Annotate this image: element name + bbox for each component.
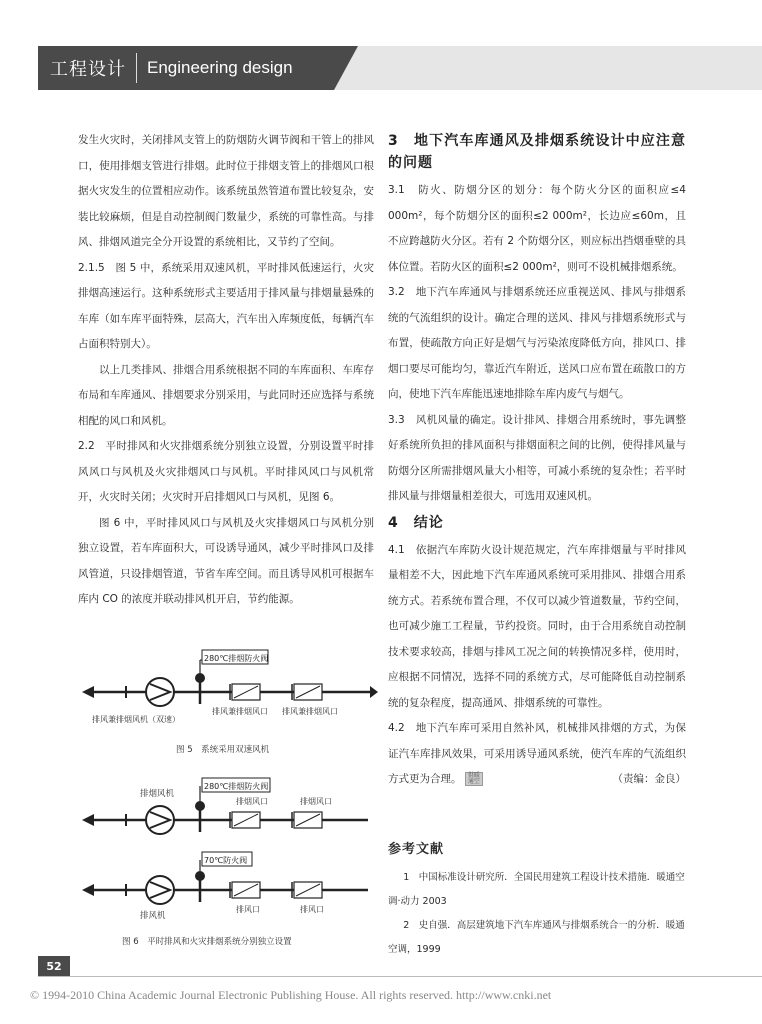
figure-6-diagram [78,776,378,952]
fig6-bottom-outlet-arrow [82,884,94,896]
fig6-top-fan-icon [146,806,174,834]
left-paragraph-1: 发生火灾时，关闭排风支管上的防烟防火调节阀和干管上的排风口，使用排烟支管进行排烟。此时位于排烟支管上的排烟风口根据火灾发生的位置相应动作。该系统虽然管道布置比较复杂，安装比较麻烦，但是自动控制阀门数量少，系统的可靠性高。与排风、排烟风道完全分开设置的系统相比，又节约了空间。 [78,134,374,248]
section-4-heading: 4 结论 [388,514,444,531]
fig6-bottom-vent-1-label: 排风口 [236,905,260,914]
fig5-vent-2-icon [292,684,322,700]
fig6-bottom-vent-2-icon [292,882,322,898]
left-paragraph-4: 2.2 平时排风和火灾排烟系统分别独立设置，分别设置平时排风风口与风机及火灾排烟风口与风机。平时排风风口与风机常开，火灾时关闭；火灾时开启排烟风口与风机，见图 6。 [78,440,374,503]
fig6-bottom-damper-label: 70℃防火阀 [204,856,248,865]
fig5-vent-1-icon [230,684,260,700]
right-paragraph-3-1: 3.1 防火、防烟分区的划分：每个防火分区的面积应≤4 000m²，每个防烟分区的面积≤2 000m²，长边应≤60m，且不应跨越防火分区。若有 2 个防烟分区，则应标出挡烟垂壁的具体位置。若防火区的面积≤2 000m²，则可不设机械排烟系统。 [388,184,686,273]
fig6-bottom-vent-2-label: 排风口 [300,905,324,914]
fig5-fan-icon [146,678,174,706]
right-column [388,128,686,793]
journal-stamp: 供暖通空 [465,772,483,786]
right-paragraph-3-3: 3.3 风机风量的确定。设计排风、排烟合用系统时，事先调整好系统所负担的排风面积与排烟面积之间的比例，使得排风量与防烟分区所需排烟风量大小相等，可减小系统的复杂性；若平时排风量与排烟量相差很大，可选用双速风机。 [388,413,686,502]
right-paragraph-4-2-text: 4.2 地下汽车库可采用自然补风，机械排风排烟的方式，为保证汽车库排风效果，可采用诱导通风系统，使汽车库的气流组织方式更为合理。 [388,722,686,785]
fig6-top-vent-2-label: 排烟风口 [300,797,332,806]
page-number: 52 [38,956,70,976]
fig6-top-damper-icon [195,786,205,832]
right-paragraph-4-1: 4.1 依据汽车库防火设计规范规定，汽车库排烟量与平时排风量相差不大，因此地下汽车库通风系统可采用排风、排烟合用系统方式。若系统布置合理，不仅可以减少管道数量，节约空间，也可减少施工工程量，节约投资。同时，由于合用系统自动控制技术要求较高，排烟与排风工况之间的转换情况多样，使用时，应根据不同情况，选择不同的系统方式，尽可能降低自动控制系统的复杂程度，提高通风、排烟系统的可靠性。 [388,543,686,709]
fig6-top-vent-1-icon [230,812,260,828]
section-3-heading: 3 地下汽车库通风及排烟系统设计中应注意的问题 [388,133,686,171]
editor-note: （责编：金良） [612,773,686,785]
left-column [78,128,374,613]
references [388,838,686,962]
copyright-notice: © 1994-2010 China Academic Journal Electronic Publishing House. All rights reserved. http://www.cnki.net [30,988,552,1002]
right-paragraph-3-2: 3.2 地下汽车库通风与排烟系统还应重视送风、排风与排烟系统的气流组织的设计。确定合理的送风、排风与排烟系统形式与布置，使疏散方向正好是烟气与污染浓度降低方向，排风口、排烟口要尽可能均匀，靠近汽车附近，送风口应布置在疏散口的方向，使地下汽车库能迅速地排除车库内废气与烟气。 [388,286,686,400]
fig6-bottom-vent-1-icon [230,882,260,898]
fig6-top-outlet-arrow [82,814,94,826]
fig6-bottom-fan-label: 排风机 [140,911,166,921]
fig6-top-damper-label: 280℃排烟防火阀 [204,782,269,791]
fig5-outlet-arrow [82,686,94,698]
references-title: 参考文献 [388,842,445,857]
right-paragraph-4-2 [388,716,686,793]
fig5-damper-icon [195,660,205,704]
left-paragraph-3: 以上几类排风、排烟合用系统根据不同的车库面积、车库存布局和车库通风、排烟要求分别采用，与此同时还应选择与系统相配的风口和风机。 [78,363,374,427]
fig6-caption: 图 6 平时排风和火灾排烟系统分别独立设置 [122,937,292,947]
footer-rule [38,976,762,977]
fig5-vent-1-label: 排风兼排烟风口 [212,707,268,716]
fig5-caption: 图 5 系统采用双速风机 [176,745,270,755]
fig5-damper-label: 280℃排烟防火阀 [204,654,269,663]
header-tab [38,46,334,90]
fig5-vent-2-label: 排风兼排烟风口 [282,707,338,716]
reference-2: 2 史自强．高层建筑地下汽车库通风与排烟系统合一的分析．暖通空调，1999 [388,920,685,955]
fig6-top-vent-1-label: 排烟风口 [236,797,268,806]
header-separator [136,53,137,83]
figure-5-diagram [78,640,378,758]
left-paragraph-2: 2.1.5 图 5 中，系统采用双速风机，平时排风低速运行，火灾排烟高速运行。这种系统形式主要适用于排风量与排烟量悬殊的车库（如车库平面特殊，层高大，汽车出入库频度低，每辆汽车占面积特别大）。 [78,261,374,350]
fig6-top-vent-2-icon [292,812,322,828]
fig6-top-fan-label: 排烟风机 [140,789,175,799]
header-title-cn: 工程设计 [50,59,126,80]
reference-1: 1 中国标准设计研究所．全国民用建筑工程设计技术措施．暖通空调·动力 2003 [388,872,685,907]
fig5-inlet-arrow [370,686,378,698]
fig5-fan-label: 排风兼排烟风机（双速） [92,715,180,724]
header-title-en: Engineering design [147,58,293,77]
fig6-bottom-fan-icon [146,876,174,904]
left-paragraph-5: 图 6 中，平时排风风口与风机及火灾排烟风口与风机分别独立设置，若车库面积大，可设诱导通风，减少平时排风口及排风管道，只设排烟管道，节省车库空间。而且诱导风机可根据车库内 CO 的浓度并联动排风机开启，节约能源。 [78,516,374,605]
